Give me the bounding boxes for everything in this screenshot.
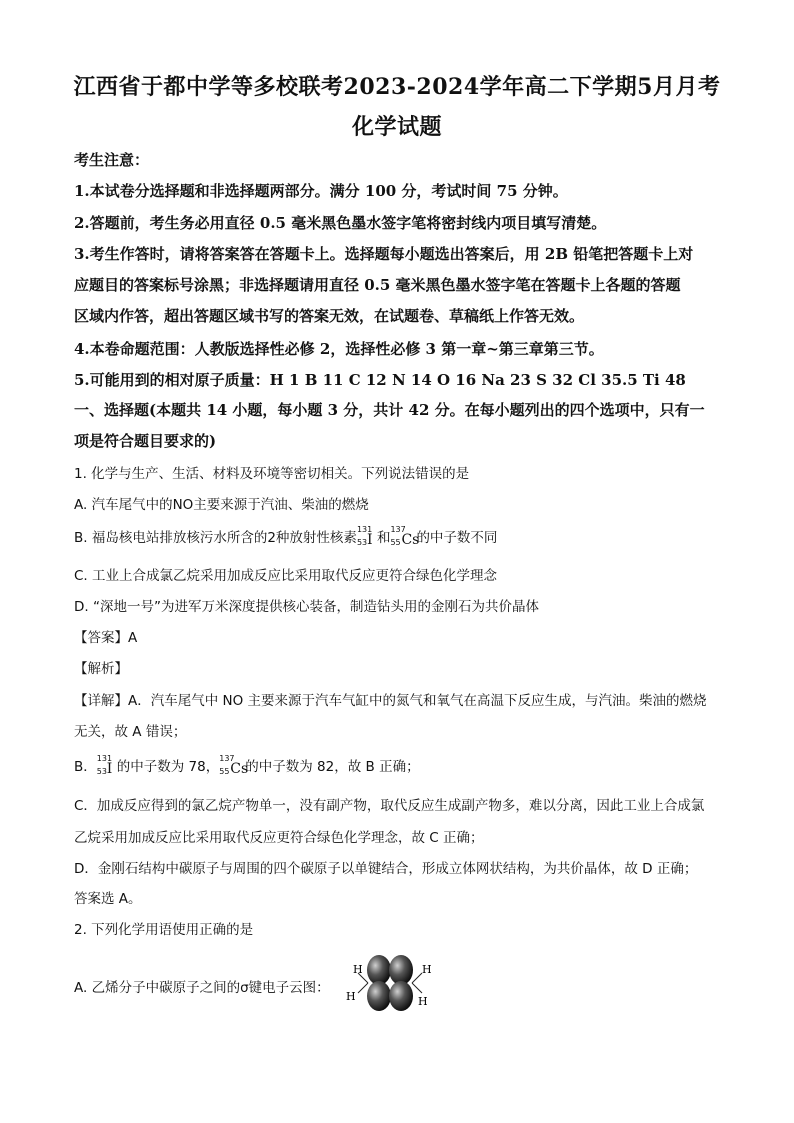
electron-cloud-lobes (367, 955, 413, 1011)
detail-d: D．金刚石结构中碳原子与周围的四个碳原子以单键结合，形成立体网状结构，为共价晶体，故 D 正确； (74, 861, 698, 877)
ethylene-sigma-bond-electron-cloud-figure (343, 953, 435, 1013)
question-1-option-c: C. 工业上合成氯乙烷采用加成反应比采用取代反应更符合绿色化学理念 (74, 568, 498, 584)
option-b-text: B. 福岛核电站排放核污水所含的2种放射性核素 (74, 530, 357, 546)
detail-a-line2: 无关，故 A 错误； (74, 724, 187, 740)
notice-item: 区域内作答，超出答题区域书写的答案无效，在试题卷、草稿纸上作答无效。 (74, 307, 585, 325)
analysis-label: 【解析】 (74, 661, 128, 677)
hydrogen-label: H (418, 995, 428, 1008)
final-answer: 答案选 A。 (74, 891, 142, 907)
question-2-stem: 2. 下列化学用语使用正确的是 (74, 922, 254, 938)
cesium-137-nuclide: 137 55 Cs (390, 525, 420, 548)
notice-item: 1.本试卷分选择题和非选择题两部分。满分 100 分，考试时间 75 分钟。 (74, 182, 568, 200)
notice-item: 4.本卷命题范围：人教版选择性必修 2，选择性必修 3 第一章~第三章第三节。 (74, 340, 604, 358)
question-2-option-a: A. 乙烯分子中碳原子之间的σ键电子云图： (74, 980, 330, 996)
detail-b: B． 131 53 I 的中子数为 78， 137 55 Cs 的中子数为 82，故 B 正确； (74, 754, 420, 777)
question-1-stem: 1. 化学与生产、生活、材料及环境等密切相关。下列说法错误的是 (74, 466, 470, 482)
notice-item: 5.可能用到的相对原子质量：H 1 B 11 C 12 N 14 O 16 Na 23 S 32 Cl 35.5 Ti 48 (74, 371, 686, 389)
notice-heading: 考生注意： (74, 151, 150, 169)
exam-subtitle: 化学试题 (351, 114, 442, 140)
notice-item: 应题目的答案标号涂黑；非选择题请用直径 0.5 毫米黑色墨水签字笔在答题卡上各题的答题 (74, 276, 681, 294)
notice-item: 3.考生作答时，请将答案答在答题卡上。选择题每小题选出答案后，用 2B 铅笔把答题卡上对 (74, 245, 694, 263)
cesium-137-nuclide: 137 55 Cs (219, 754, 249, 777)
question-1-option-b: B. 福岛核电站排放核污水所含的2种放射性核素 131 53 I 和 137 55 Cs 的中子数不同 (74, 525, 498, 548)
section-heading: 一、选择题(本题共 14 小题，每小题 3 分，共计 42 分。在每小题列出的四个选项中，只有一 (74, 401, 705, 419)
question-1-option-a: A. 汽车尾气中的NO主要来源于汽油、柴油的燃烧 (74, 497, 369, 513)
hydrogen-label: H (346, 990, 356, 1003)
section-heading-cont: 项是符合题目要求的) (74, 432, 217, 450)
hydrogen-label: H (353, 963, 363, 976)
iodine-131-nuclide: 131 53 I (356, 525, 373, 548)
notice-item: 2.答题前，考生务必用直径 0.5 毫米黑色墨水签字笔将密封线内项目填写清楚。 (74, 214, 607, 232)
exam-title: 江西省于都中学等多校联考2023-2024学年高二下学期5月月考 (73, 74, 721, 100)
hydrogen-label: H (422, 963, 432, 976)
detail-c-line1: C．加成反应得到的氯乙烷产物单一，没有副产物，取代反应生成副产物多，难以分离，因此工业上合成氯 (74, 798, 705, 814)
iodine-131-nuclide: 131 53 I (96, 754, 113, 777)
detail-a-line1: 【详解】A．汽车尾气中 NO 主要来源于汽车气缸中的氮气和氧气在高温下反应生成，与汽油。柴油的燃烧 (74, 693, 707, 709)
question-1-option-d: D. “深地一号”为进军万米深度提供核心装备，制造钻头用的金刚石为共价晶体 (74, 599, 539, 615)
detail-c-line2: 乙烷采用加成反应比采用取代反应更符合绿色化学理念，故 C 正确； (74, 830, 484, 846)
answer-label: 【答案】A (74, 630, 138, 646)
